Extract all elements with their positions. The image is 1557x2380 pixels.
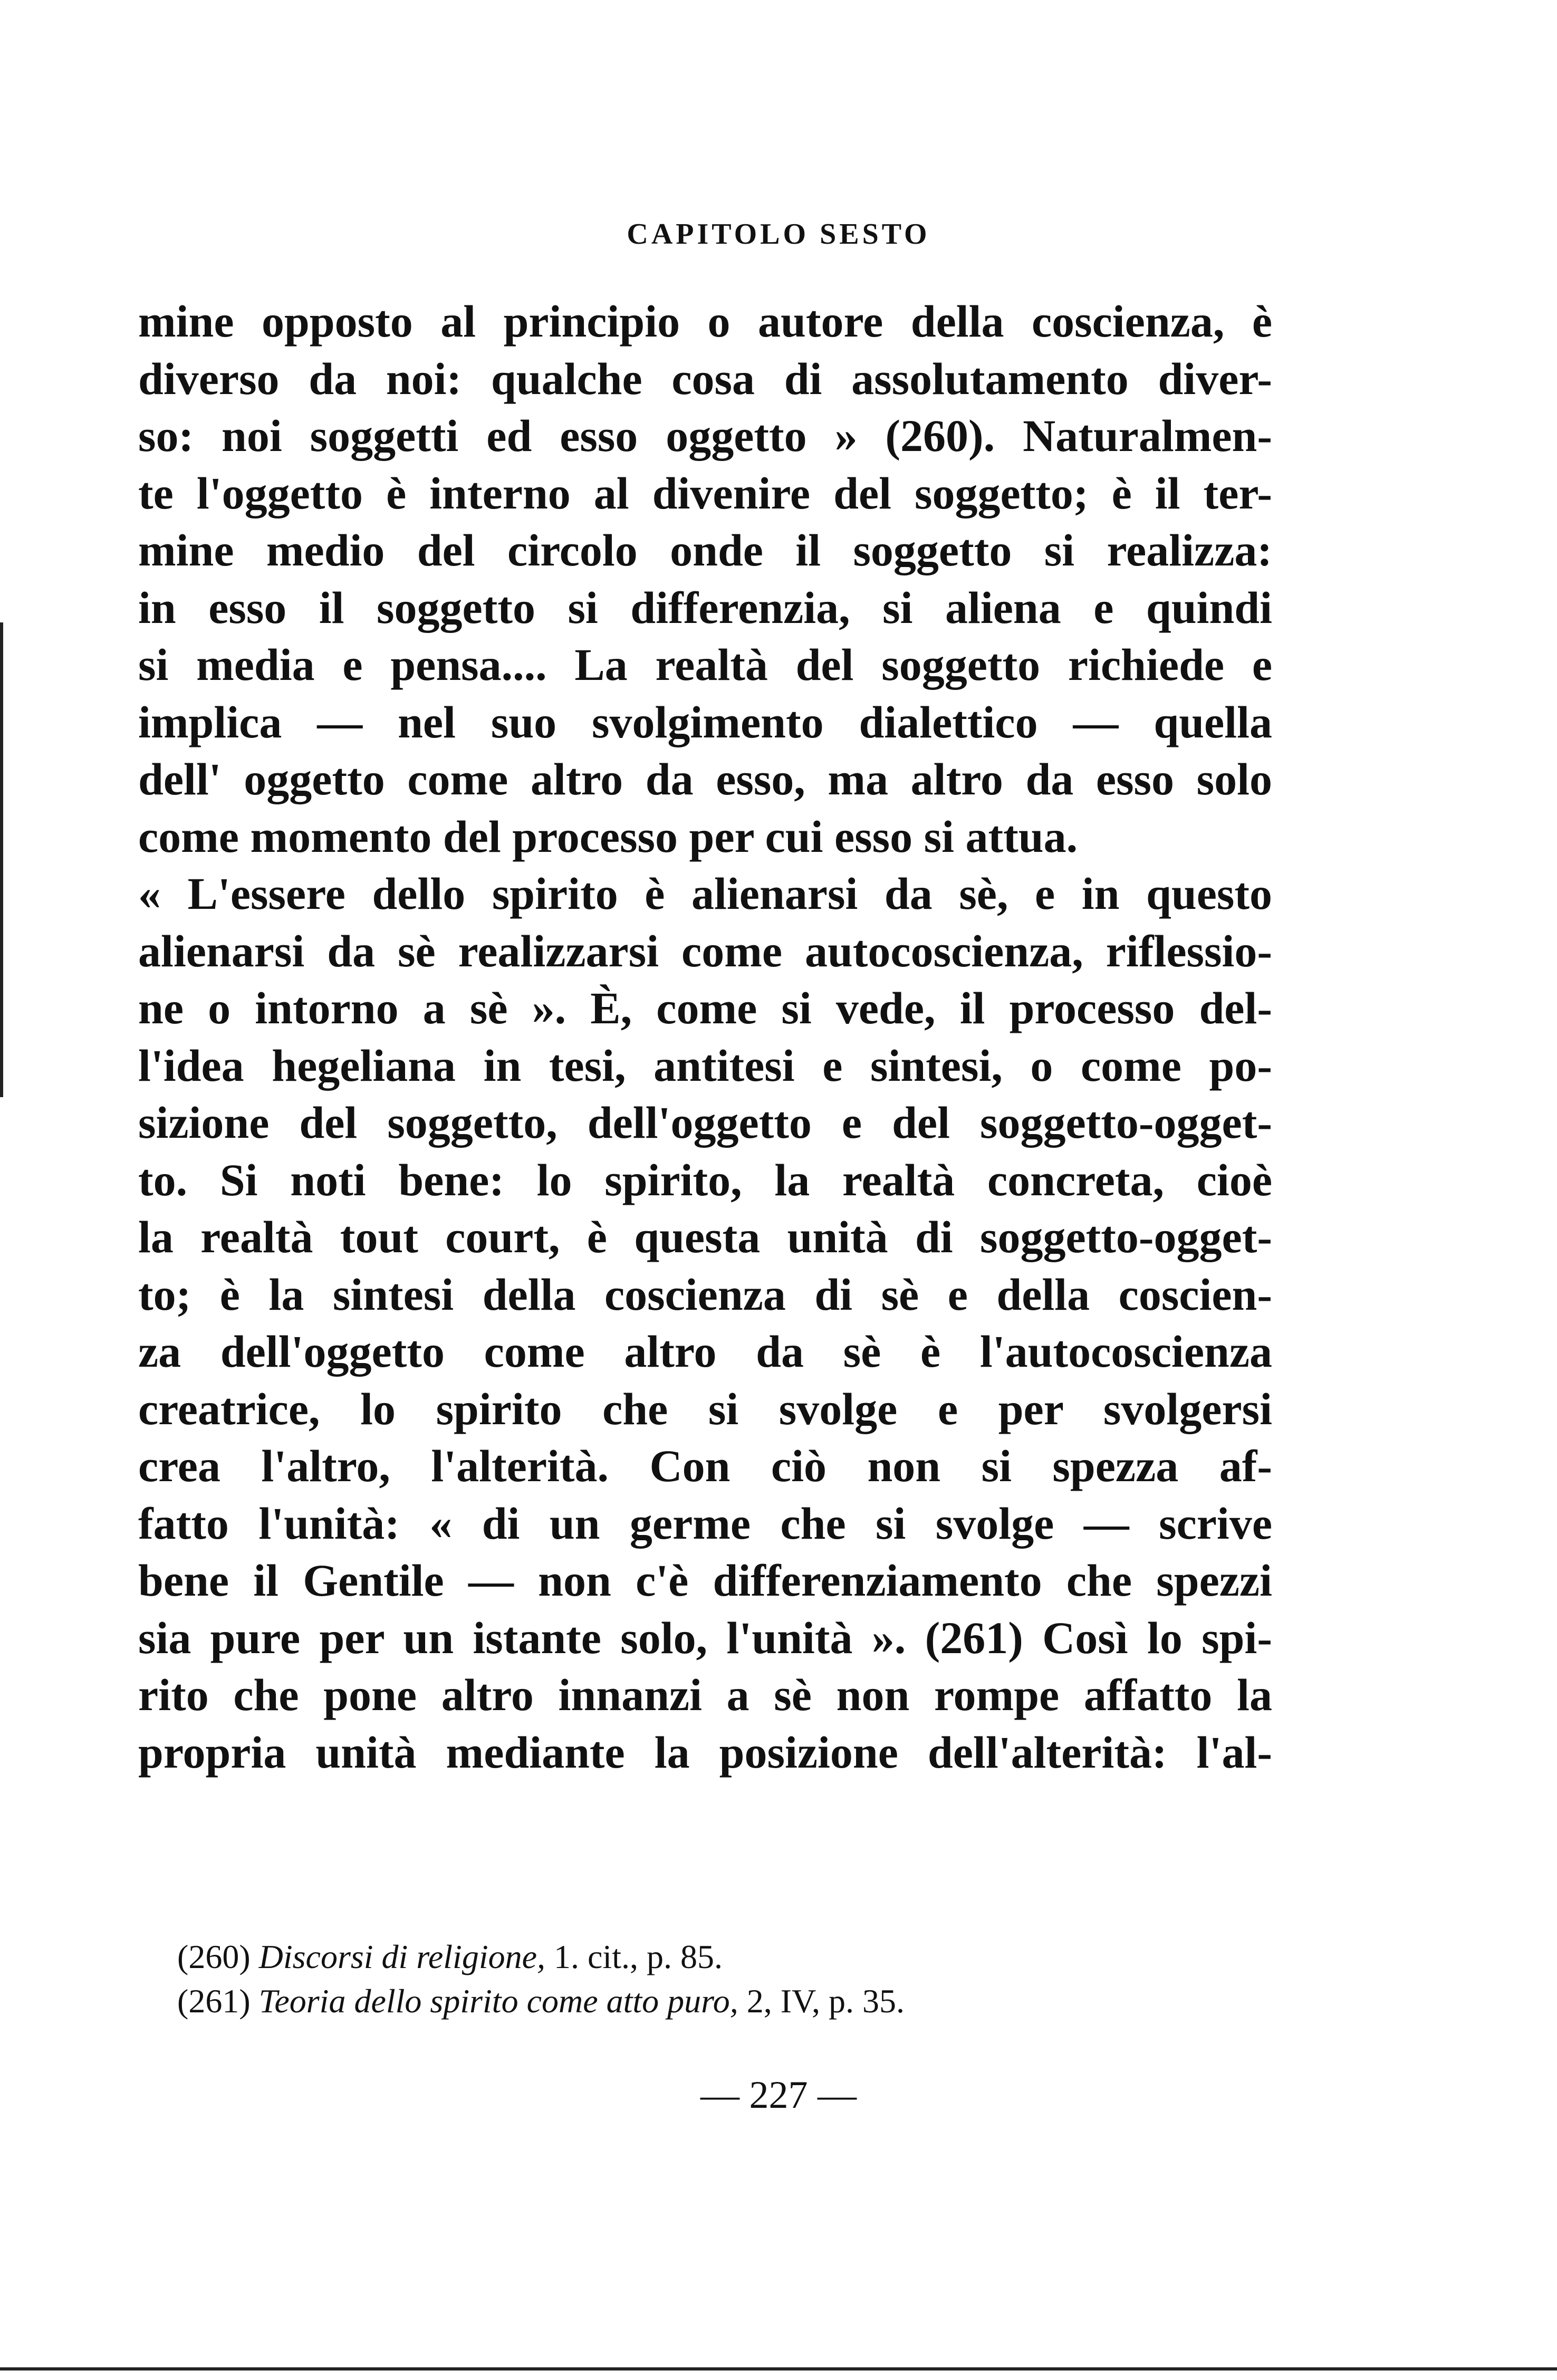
body-line: l'idea hegeliana in tesi, antitesi e sintesi, o come po- bbox=[138, 1040, 1272, 1091]
body-line: to. Si noti bene: lo spirito, la realtà concreta, cioè bbox=[138, 1154, 1272, 1205]
body-line: fatto l'unità: « di un germe che si svolge — scrive bbox=[138, 1498, 1272, 1549]
body-line: propria unità mediante la posizione dell'alterità: l'al- bbox=[138, 1726, 1272, 1778]
body-text bbox=[138, 293, 1272, 1781]
body-line: rito che pone altro innanzi a sè non rompe affatto la bbox=[138, 1669, 1272, 1720]
footnote-ref: (260) bbox=[177, 1938, 251, 1975]
body-line: te l'oggetto è interno al divenire del soggetto; è il ter- bbox=[138, 467, 1272, 519]
footnote-title: Teoria dello spirito come atto puro, bbox=[258, 1982, 738, 2020]
footnote bbox=[177, 1935, 1285, 1979]
body-line: si media e pensa.... La realtà del soggetto richiede e bbox=[138, 639, 1272, 690]
footnote-ref: (261) bbox=[177, 1982, 251, 2020]
body-line: come momento del processo per cui esso si attua. bbox=[138, 811, 1078, 862]
footnote bbox=[177, 1979, 1285, 2023]
body-line: to; è la sintesi della coscienza di sè e della coscien- bbox=[138, 1269, 1272, 1320]
scan-edge-bottom bbox=[0, 2367, 1557, 2371]
body-line: sia pure per un istante solo, l'unità ». (261) Così lo spi- bbox=[138, 1612, 1272, 1663]
body-line: bene il Gentile — non c'è differenziamento che spezzi bbox=[138, 1555, 1272, 1606]
body-line: dell' oggetto come altro da esso, ma altro da esso solo bbox=[138, 754, 1272, 804]
body-line: alienarsi da sè realizzarsi come autocoscienza, riflessio- bbox=[138, 925, 1272, 976]
body-line: creatrice, lo spirito che si svolge e per svolgersi bbox=[138, 1383, 1272, 1434]
footnote-title: Discorsi di religione, bbox=[258, 1938, 545, 1975]
body-line: « L'essere dello spirito è alienarsi da sè, e in questo bbox=[138, 868, 1272, 919]
body-line: so: noi soggetti ed esso oggetto » (260). Naturalmen- bbox=[138, 410, 1272, 461]
footnote-detail: 1. cit., p. 85. bbox=[545, 1938, 723, 1975]
running-head: CAPITOLO SESTO bbox=[627, 218, 930, 251]
footnotes bbox=[177, 1935, 1285, 2023]
page-number: — 227 — bbox=[700, 2074, 857, 2117]
footnote-detail: 2, IV, p. 35. bbox=[738, 1982, 905, 2020]
body-line: ne o intorno a sè ». È, come si vede, il processo del- bbox=[138, 983, 1272, 1033]
body-line: diverso da noi: qualche cosa di assolutamento diver- bbox=[138, 353, 1272, 404]
body-line: za dell'oggetto come altro da sè è l'autocoscienza bbox=[138, 1326, 1272, 1377]
body-line: in esso il soggetto si differenzia, si aliena e quindi bbox=[138, 582, 1272, 633]
body-line: implica — nel suo svolgimento dialettico — quella bbox=[138, 696, 1272, 747]
body-line: mine opposto al principio o autore della coscienza, è bbox=[138, 296, 1272, 347]
scan-edge-left bbox=[0, 622, 3, 1097]
body-line: la realtà tout court, è questa unità di soggetto-ogget- bbox=[138, 1212, 1272, 1262]
body-line: crea l'altro, l'alterità. Con ciò non si spezza af- bbox=[138, 1441, 1272, 1491]
body-line: sizione del soggetto, dell'oggetto e del soggetto-ogget- bbox=[138, 1097, 1272, 1148]
body-line: mine medio del circolo onde il soggetto si realizza: bbox=[138, 525, 1272, 575]
